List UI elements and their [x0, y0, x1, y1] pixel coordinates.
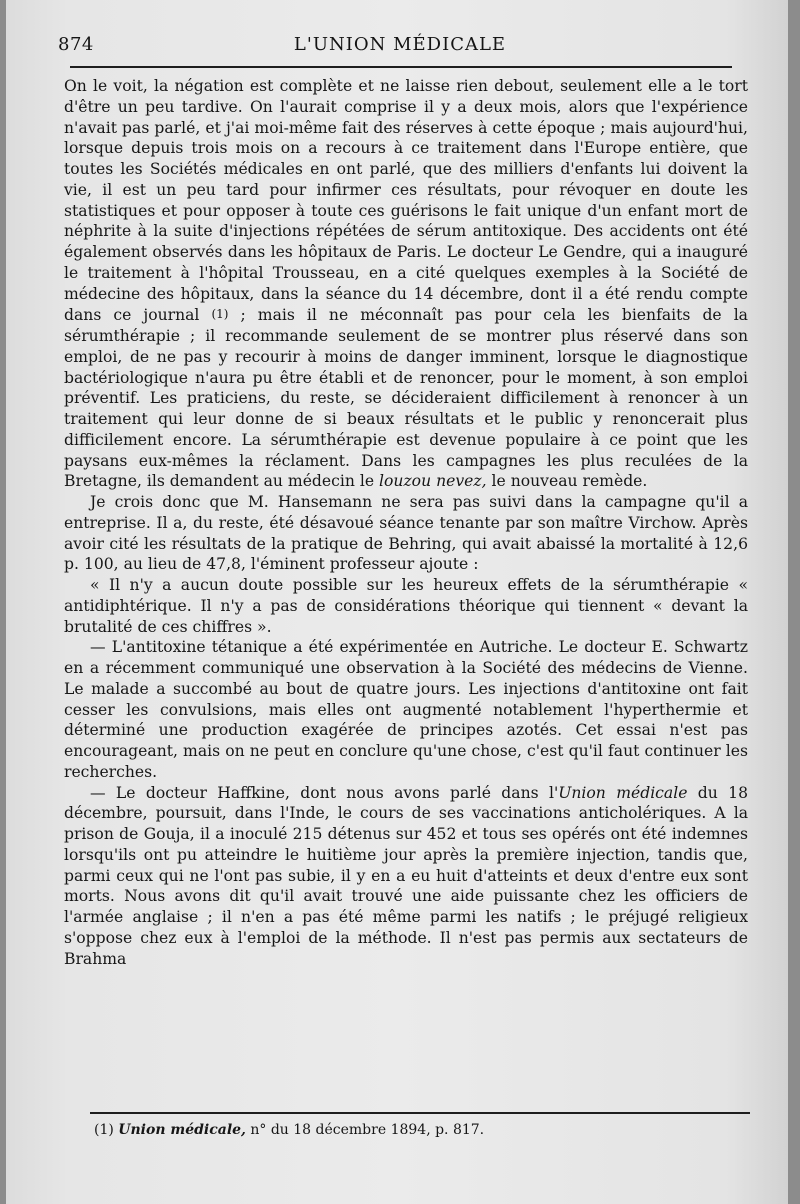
paragraph-2: Je crois donc que M. Hansemann ne sera pas suivi dans la campagne qu'il a entreprise. Il a, du reste, été désavoué séance tenante par son maître Virchow. Après avoir cité les résultats de la pratique de Behring, qui avait abaissé la mortalité à 12,6 p. 100, au lieu de 47,8, l'éminent professeur ajoute : — [64, 493, 748, 574]
footnote-text: n° du 18 décembre 1894, p. 817. — [245, 1122, 485, 1138]
paragraph-1 — [64, 76, 748, 492]
footnote-reference: (1) — [211, 307, 229, 322]
page-number: 874 — [58, 34, 94, 55]
paragraph-4-text-a: — Le docteur Haffkine, dont nous avons parlé dans l' — [90, 783, 559, 802]
paragraph-4 — [64, 783, 748, 970]
footnote-rule — [90, 1112, 750, 1114]
article-body — [64, 76, 748, 969]
page-header — [58, 30, 742, 60]
paragraph-1-text-b: ; mais il ne méconnaît pas pour cela les bienfaits de la sérumthérapie ; il recommande seulement de se montrer plus réservé dans son emploi, de ne pas y recourir à moins de danger imminent, lorsque le diagnostique bactériologique n'aura pu être établi et de renoncer, pour le moment, à son emploi préventif. Les praticiens, du reste, se décideraient difficilement à renoncer à un traitement qui leur donne de si beaux résultats et le public y renoncerait plus difficilement encore. La sérumthérapie est devenue populaire à ce point que les paysans eux-mêmes la réclament. Dans les campagnes les plus reculées de la Bretagne, ils demandent au médecin le — [64, 306, 748, 491]
footnote-journal: Union médicale, — [118, 1122, 246, 1138]
paragraph-1-italic: louzou nevez, — [379, 472, 487, 491]
paragraph-4-italic: Union médicale — [558, 783, 688, 802]
header-rule — [70, 66, 732, 68]
paragraph-1-text-a: On le voit, la négation est complète et ne laisse rien debout, seulement elle a le tort d'être un peu tardive. On l'aurait comprise il y a deux mois, alors que l'expérience n'avait pas parlé, et j'ai moi-même fait des réserves à cette époque ; mais aujourd'hui, lorsque depuis trois mois on a recours à ce traitement dans l'Europe entière, que toutes les Sociétés médicales en ont parlé, que des milliers d'enfants lui doivent la vie, il est un peu tard pour infirmer ces résultats, pour révoquer en doute les statistiques et pour opposer à toute ces guérisons le fait unique d'un enfant mort de néphrite à la suite d'injections répétées de sérum antitoxique. Des accidents ont été également observés dans les hôpitaux de Paris. Le docteur Le Gendre, qui a inauguré le traitement à l'hôpital Trousseau, en a cité quelques exemples à la Société de médecine des hôpitaux, dans la séance du 14 décembre, dont il a été rendu compte dans ce journal — [64, 77, 748, 325]
footnote — [94, 1122, 734, 1138]
virchow-quote: « Il n'y a aucun doute possible sur les heureux effets de la sérumthérapie « antidiphtérique. Il n'y a pas de considérations théorique qui tiennent « devant la brutalité de ces chiffres ». — [64, 576, 748, 636]
running-title: L'UNION MÉDICALE — [293, 34, 507, 55]
paragraph-4-text-b: du 18 décembre, poursuit, dans l'Inde, le cours de ses vaccinations anticholériques. A la prison de Gouja, il a inoculé 215 détenus sur 452 et tous ses opérés ont été indemnes lorsqu'ils ont pu atteindre le huitième jour après la première injection, tandis que, parmi ceux qui ne l'ont pas subie, il y en a eu huit d'atteints et deux d'entre eux sont morts. Nous avons dit qu'il avait trouvé une aide puissante chez les officiers de l'armée anglaise ; il n'en a pas été même parmi les natifs ; le préjugé religieux s'oppose chez eux à l'emploi de la méthode. Il n'est pas permis aux sectateurs de Brahma — [64, 783, 748, 968]
paragraph-3: — L'antitoxine tétanique a été expérimentée en Autriche. Le docteur E. Schwartz en a récemment communiqué une observation à la Société des médecins de Vienne. Le malade a succombé au bout de quatre jours. Les injections d'antitoxine ont fait cesser les convulsions, mais elles ont augmenté notablement l'hyperthermie et déterminé une production exagérée de principes azotés. Cet essai n'est pas encourageant, mais on ne peut en conclure qu'une chose, c'est qu'il faut continuer les recherches. — [64, 638, 748, 781]
footnote-marker: (1) — [94, 1122, 114, 1138]
document-page — [6, 0, 788, 1204]
paragraph-1-text-c: le nouveau remède. — [486, 472, 648, 491]
